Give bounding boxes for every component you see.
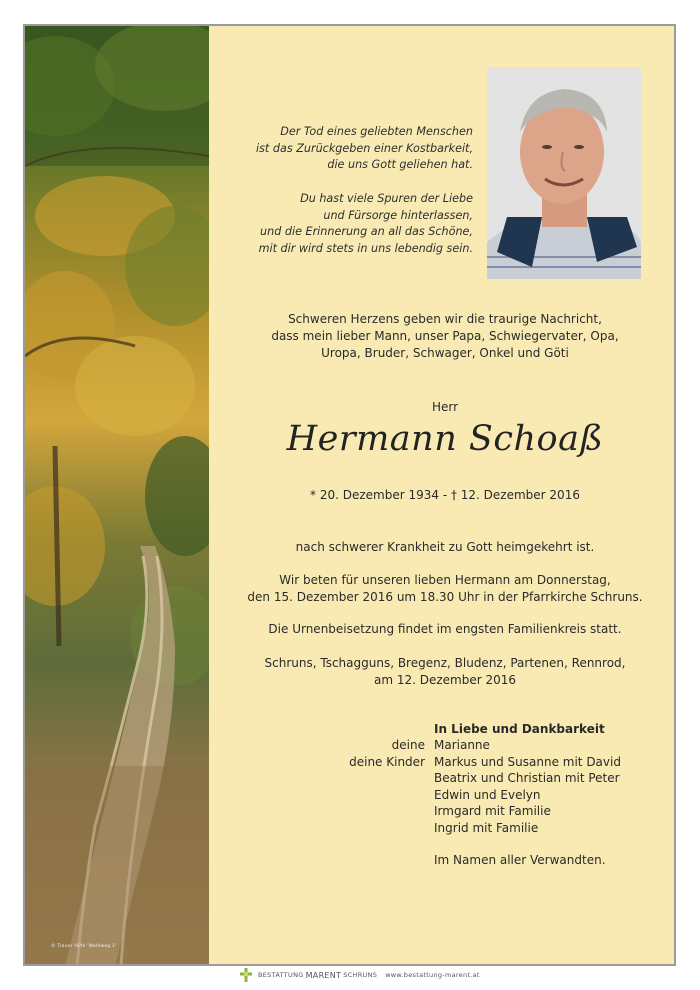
quote-line: mit dir wird stets in uns lebendig sein. bbox=[258, 242, 473, 256]
salutation: Herr bbox=[431, 400, 459, 414]
footer-brand: MARENT bbox=[305, 970, 342, 980]
signature-names bbox=[434, 737, 674, 837]
place-date bbox=[215, 655, 675, 689]
quote-line: und Fürsorge hinterlassen, bbox=[323, 208, 473, 222]
signature-closing: Im Namen aller Verwandten. bbox=[434, 853, 606, 867]
urn-note: Die Urnenbeisetzung findet im engsten Familienkreis statt. bbox=[268, 622, 622, 636]
announcement-line: Uropa, Bruder, Schwager, Onkel und Göti bbox=[321, 346, 569, 360]
footer-website[interactable]: www.bestattung-marent.at bbox=[385, 971, 480, 979]
wife-name: Marianne bbox=[434, 738, 490, 752]
child-family: Beatrix und Christian mit Peter bbox=[434, 771, 620, 786]
quote-line: Du hast viele Spuren der Liebe bbox=[300, 192, 473, 205]
passing-note: nach schwerer Krankheit zu Gott heimgekehrt ist. bbox=[295, 540, 595, 554]
forest-illustration bbox=[25, 26, 209, 966]
date-line: am 12. Dezember 2016 bbox=[373, 673, 517, 687]
funeral-home-footer bbox=[238, 965, 480, 985]
children-label: deine Kinder bbox=[349, 754, 425, 769]
photo-credit: © Trauer Hilfe 'Waldweg 1' bbox=[51, 944, 117, 949]
footer-prefix: BESTATTUNG bbox=[258, 971, 304, 979]
life-dates: * 20. Dezember 1934 - † 12. Dezember 2016 bbox=[310, 488, 580, 502]
quote-line: und die Erinnerung an all das Schöne, bbox=[260, 225, 473, 239]
child-family: Markus und Susanne mit David bbox=[434, 754, 621, 769]
signature-labels bbox=[295, 737, 425, 770]
quote-line: ist das Zurückgeben einer Kostbarkeit, bbox=[256, 141, 473, 155]
footer-town: SCHRUNS bbox=[343, 971, 378, 979]
announcement-line: Schweren Herzens geben wir die traurige Nachricht, bbox=[288, 312, 602, 326]
obituary-card bbox=[23, 24, 676, 966]
place-line: Schruns, Tschagguns, Bregenz, Bludenz, Partenen, Rennrod, bbox=[264, 656, 626, 670]
child-family: Edwin und Evelyn bbox=[434, 787, 541, 802]
cross-flower-icon bbox=[238, 967, 254, 983]
quote-stanza-1 bbox=[245, 124, 473, 174]
announcement bbox=[215, 311, 675, 362]
service-line: den 15. Dezember 2016 um 18.30 Uhr in der Pfarrkirche Schruns. bbox=[247, 590, 643, 604]
deceased-name: Hermann Schoaß bbox=[286, 419, 604, 459]
portrait-photo bbox=[487, 67, 641, 279]
signature-heading: In Liebe und Dankbarkeit bbox=[434, 722, 605, 736]
quote-stanza-2 bbox=[245, 191, 473, 258]
service-info bbox=[215, 572, 675, 606]
announcement-line: dass mein lieber Mann, unser Papa, Schwiegervater, Opa, bbox=[271, 329, 619, 343]
quote-line: die uns Gott geliehen hat. bbox=[327, 158, 473, 172]
forest-path-image bbox=[25, 26, 209, 964]
quote-line: Der Tod eines geliebten Menschen bbox=[280, 125, 473, 138]
service-line: Wir beten für unseren lieben Hermann am Donnerstag, bbox=[279, 573, 611, 587]
wife-label: deine bbox=[391, 738, 425, 752]
child-family: Irmgard mit Familie bbox=[434, 804, 551, 819]
child-family: Ingrid mit Familie bbox=[434, 820, 539, 835]
portrait-illustration bbox=[487, 67, 641, 279]
